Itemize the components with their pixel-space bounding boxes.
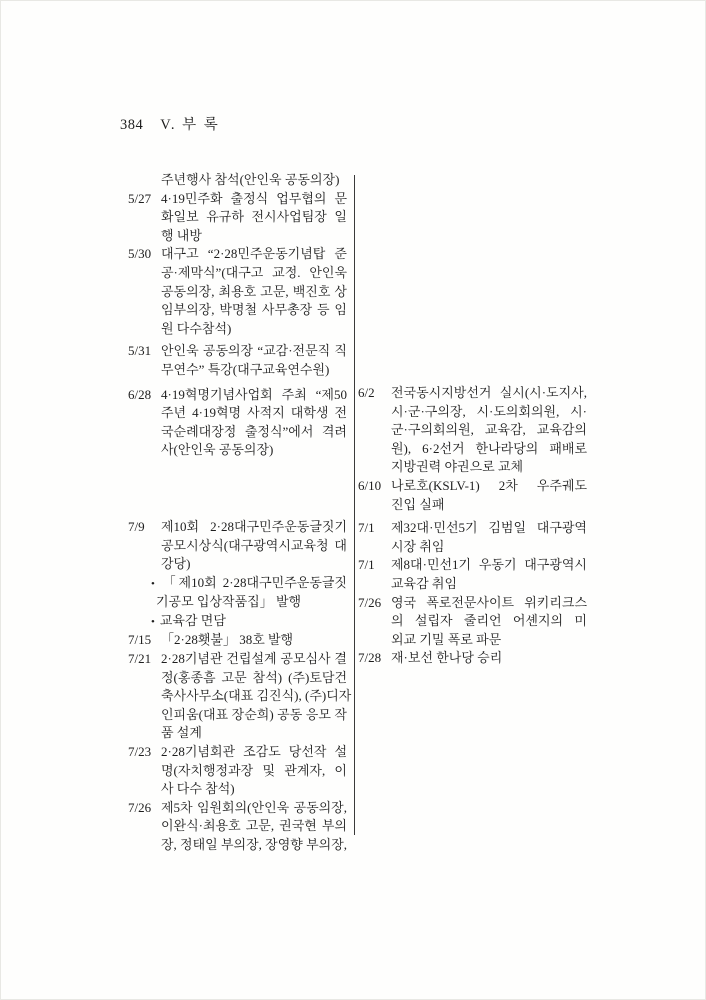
left-column xyxy=(128,171,352,855)
entry-line: 2·28기념회관 조감도 당선작 설 xyxy=(161,744,347,760)
entry-date: 6/2 xyxy=(358,385,375,400)
entry-body xyxy=(161,650,352,743)
entry-line: 품 설계 xyxy=(161,725,202,741)
entry-date: 7/23 xyxy=(128,744,152,760)
timeline-entry xyxy=(128,245,347,338)
entry-line: 사(안인욱 공동의장) xyxy=(161,442,274,458)
page-header xyxy=(120,113,220,134)
entry-line: 의 설립자 줄리언 어셴지의 미 xyxy=(391,613,587,629)
bullet-item xyxy=(151,574,347,612)
page-number: 384 xyxy=(120,117,144,133)
entry-line: 시장 취임 xyxy=(391,538,445,554)
entry-line: 제8대·민선1기 우동기 대구광역시 xyxy=(391,557,587,573)
timeline-entry xyxy=(358,594,587,650)
entry-line: 「2·28횃불」 38호 발행 xyxy=(161,632,294,648)
entry-body xyxy=(161,171,347,190)
entry-body xyxy=(391,556,587,593)
entry-body xyxy=(391,594,587,650)
entry-date: 7/21 xyxy=(128,651,152,667)
bullet-icon: • xyxy=(151,577,155,590)
entry-body xyxy=(161,386,347,460)
entry-body xyxy=(161,342,347,379)
entry-line: 교육감 취임 xyxy=(391,575,458,591)
entry-line: 주년 4·19혁명 사적지 대학생 전 xyxy=(161,405,347,421)
entry-line: 전국동시지방선거 실시(시·도지사, xyxy=(391,385,587,400)
entry-body xyxy=(161,743,347,799)
entry-line: 제32대·민선5기 김범일 대구광역 xyxy=(391,520,587,536)
entry-line: 강당) xyxy=(161,556,191,572)
timeline-entry xyxy=(358,477,587,514)
entry-line: 4·19혁명기념사업회 주최 “제50 xyxy=(161,386,347,402)
entry-line: 주년행사 참석(안인욱 공동의장) xyxy=(161,172,340,187)
bullet-item xyxy=(151,612,347,632)
entry-line: 정(홍종흠 고문 참석) (주)토담건 xyxy=(161,669,347,685)
entry-line: 행 내방 xyxy=(161,227,202,243)
entry-line: 공·제막식”(대구고 교정. 안인욱 xyxy=(161,264,347,280)
entry-date: 7/9 xyxy=(128,518,145,534)
entry-line: 장, 정태일 부의장, 장영향 부의장, xyxy=(161,837,348,852)
timeline-entry xyxy=(128,386,347,460)
entry-date: 5/27 xyxy=(128,190,152,206)
entry-body xyxy=(161,245,347,338)
entry-body xyxy=(161,190,347,246)
entry-line: 외교 기밀 폭로 파문 xyxy=(391,631,502,647)
entry-line: 대구고 “2·28민주운동기념탑 준 xyxy=(161,246,347,262)
entry-line: • 교육감 면담 xyxy=(151,612,226,628)
entry-line: 무연수” 특강(대구교육연수원) xyxy=(161,361,330,377)
timeline-entry xyxy=(128,743,347,799)
section-title: V. 부 록 xyxy=(160,117,220,133)
entry-body xyxy=(391,477,587,514)
entry-line: 국순례대장정 출정식”에서 격려 xyxy=(161,423,347,439)
entry-line: 이완식·최용호 고문, 권국현 부의 xyxy=(161,818,347,834)
entry-line: 임부의장, 박명철 사무총장 등 임 xyxy=(161,302,347,318)
entry-line: 명(자치행정과장 및 관계자, 이 xyxy=(161,762,347,778)
entry-line: 재·보선 한나당 승리 xyxy=(391,650,503,666)
entry-line: 제5차 임원회의(안인욱 공동의장, xyxy=(161,799,347,815)
entry-line: 나로호(KSLV-1) 2차 우주궤도 xyxy=(391,477,587,493)
timeline-entry xyxy=(128,799,347,855)
right-column xyxy=(358,171,587,668)
timeline-entry xyxy=(128,518,347,632)
timeline-columns xyxy=(128,171,587,855)
entry-line: 사 다수 참석) xyxy=(161,781,235,797)
entry-body xyxy=(391,519,587,556)
timeline-entry xyxy=(358,519,587,556)
entry-line: 안인욱 공동의장 “교감·전문직 직 xyxy=(161,343,347,359)
entry-line: 제10회 2·28대구민주운동글짓기 xyxy=(161,518,347,534)
entry-line: 공동의장, 최용호 고문, 백진호 상 xyxy=(161,283,347,299)
entry-date: 6/10 xyxy=(358,477,382,493)
entry-line: 진입 실패 xyxy=(391,496,445,512)
entry-line: 기공모 입상작품집」 발행 xyxy=(156,594,302,610)
entry-date: 7/26 xyxy=(358,594,382,610)
timeline-entry xyxy=(128,631,347,650)
entry-line: 2·28기념관 건립설계 공모심사 결 xyxy=(161,651,347,667)
entry-line: 시·군·구의장, 시·도의회의원, 시· xyxy=(391,403,587,419)
entry-date: 7/28 xyxy=(358,650,382,666)
entry-body xyxy=(161,631,347,650)
timeline-entry xyxy=(358,384,587,477)
bullet-icon: • xyxy=(151,615,155,628)
entry-body xyxy=(391,649,587,668)
entry-line: • 「제10회 2·28대구민주운동글짓 xyxy=(151,574,347,590)
timeline-entry xyxy=(128,171,347,190)
entry-body xyxy=(391,384,587,477)
entry-line: 영국 폭로전문사이트 위키리크스 xyxy=(391,594,587,610)
entry-date: 5/31 xyxy=(128,343,152,359)
timeline-entry xyxy=(358,649,587,668)
timeline-entry xyxy=(128,342,347,379)
entry-date: 7/1 xyxy=(358,557,375,573)
entry-date: 6/28 xyxy=(128,386,152,402)
entry-line: 원), 6·2선거 한나라당의 패배로 xyxy=(391,440,587,456)
entry-line: 4·19민주화 출정식 업무협의 문 xyxy=(161,190,347,206)
entry-date: 5/30 xyxy=(128,246,152,262)
entry-line: 축사사무소(대표 김진식), (주)디자 xyxy=(161,688,352,704)
entry-date: 7/26 xyxy=(128,799,152,815)
entry-body xyxy=(151,518,347,632)
entry-body xyxy=(161,799,347,855)
entry-date: 7/15 xyxy=(128,632,152,648)
entry-line: 군·구의회의원, 교육감, 교육감의 xyxy=(391,422,587,438)
timeline-entry xyxy=(128,190,347,246)
entry-date xyxy=(128,171,161,190)
entry-line: 인피움(대표 장순희) 공동 응모 작 xyxy=(161,706,347,722)
timeline-entry xyxy=(358,556,587,593)
entry-line: 공모시상식(대구광역시교육청 대 xyxy=(161,537,347,553)
entry-line: 지방권력 야권으로 교체 xyxy=(391,459,524,475)
entry-date: 7/1 xyxy=(358,520,375,536)
entry-line: 화일보 유규하 전시사업팀장 일 xyxy=(161,209,347,225)
entry-line: 원 다수참석) xyxy=(161,320,232,336)
timeline-entry xyxy=(128,650,352,743)
